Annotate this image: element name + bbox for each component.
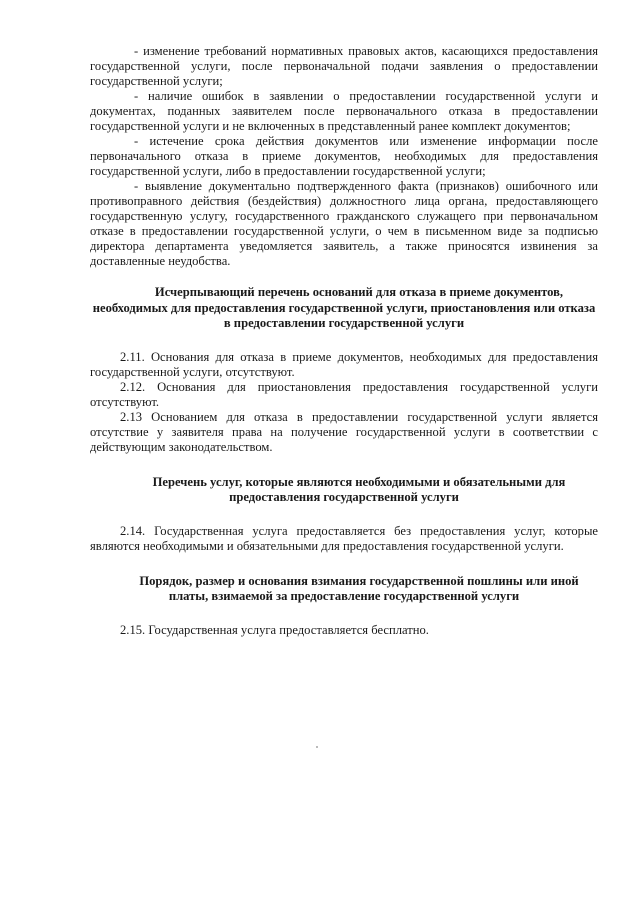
section-fees (90, 574, 598, 638)
refusal-conditions-list (90, 44, 598, 269)
section-heading: Перечень услуг, которые являются необходимыми и обязательными для предоставления государственной услуги (152, 474, 566, 504)
section-required-services (90, 475, 598, 554)
section-refusal-grounds (90, 285, 598, 455)
list-item: - наличие ошибок в заявлении о предоставлении государственной услуги и документах, поданных заявителем после первоначального отказа в предоставлении государственной услуги и не включенных в представленный ранее комплект документов; (90, 89, 598, 133)
paragraph-2-14: 2.14. Государственная услуга предоставляется без предоставления услуг, которые являются необходимыми и обязательными для предоставления государственной услуги. (90, 523, 598, 553)
paragraph-2-15: 2.15. Государственная услуга предоставляется бесплатно. (120, 622, 429, 637)
paragraph-2-11: 2.11. Основания для отказа в приеме документов, необходимых для предоставления государственной услуги, отсутствуют. (90, 349, 598, 379)
section-heading: Исчерпывающий перечень оснований для отказа в приеме документов, необходимых для предоставления государственной услуги, приостановления или отказа в предоставлении государственной услуги (92, 285, 596, 330)
list-item: - выявление документально подтвержденного факта (признаков) ошибочного или противоправного действия (бездействия) должностного лица органа, предоставляющего государственную услугу, государственного гражданского служащего при первоначальном отказе в предоставлении государственной услуги, о чем в письменном виде за подписью директора департамента уведомляется заявитель, а также приносятся извинения за доставленные неудобства. (90, 179, 598, 268)
paragraph-2-12: 2.12. Основания для приостановления предоставления государственной услуги отсутствуют. (90, 379, 598, 409)
document-body (90, 44, 598, 638)
scan-speck (316, 746, 318, 748)
section-heading: Порядок, размер и основания взимания государственной пошлины или иной платы, взимаемой за предоставление государственной услуги (139, 573, 579, 603)
paragraph-2-13: 2.13 Основанием для отказа в предоставлении государственной услуги является отсутствие у заявителя права на получение государственной услуги в соответствии с действующим законодательством. (90, 409, 598, 454)
list-item: - истечение срока действия документов или изменение информации после первоначального отказа в приеме документов, необходимых для предоставления государственной услуги, либо в предоставлении государственной услуги; (90, 134, 598, 178)
list-item: - изменение требований нормативных правовых актов, касающихся предоставления государственной услуги, после первоначальной подачи заявления о предоставлении государственной услуги; (90, 44, 598, 88)
